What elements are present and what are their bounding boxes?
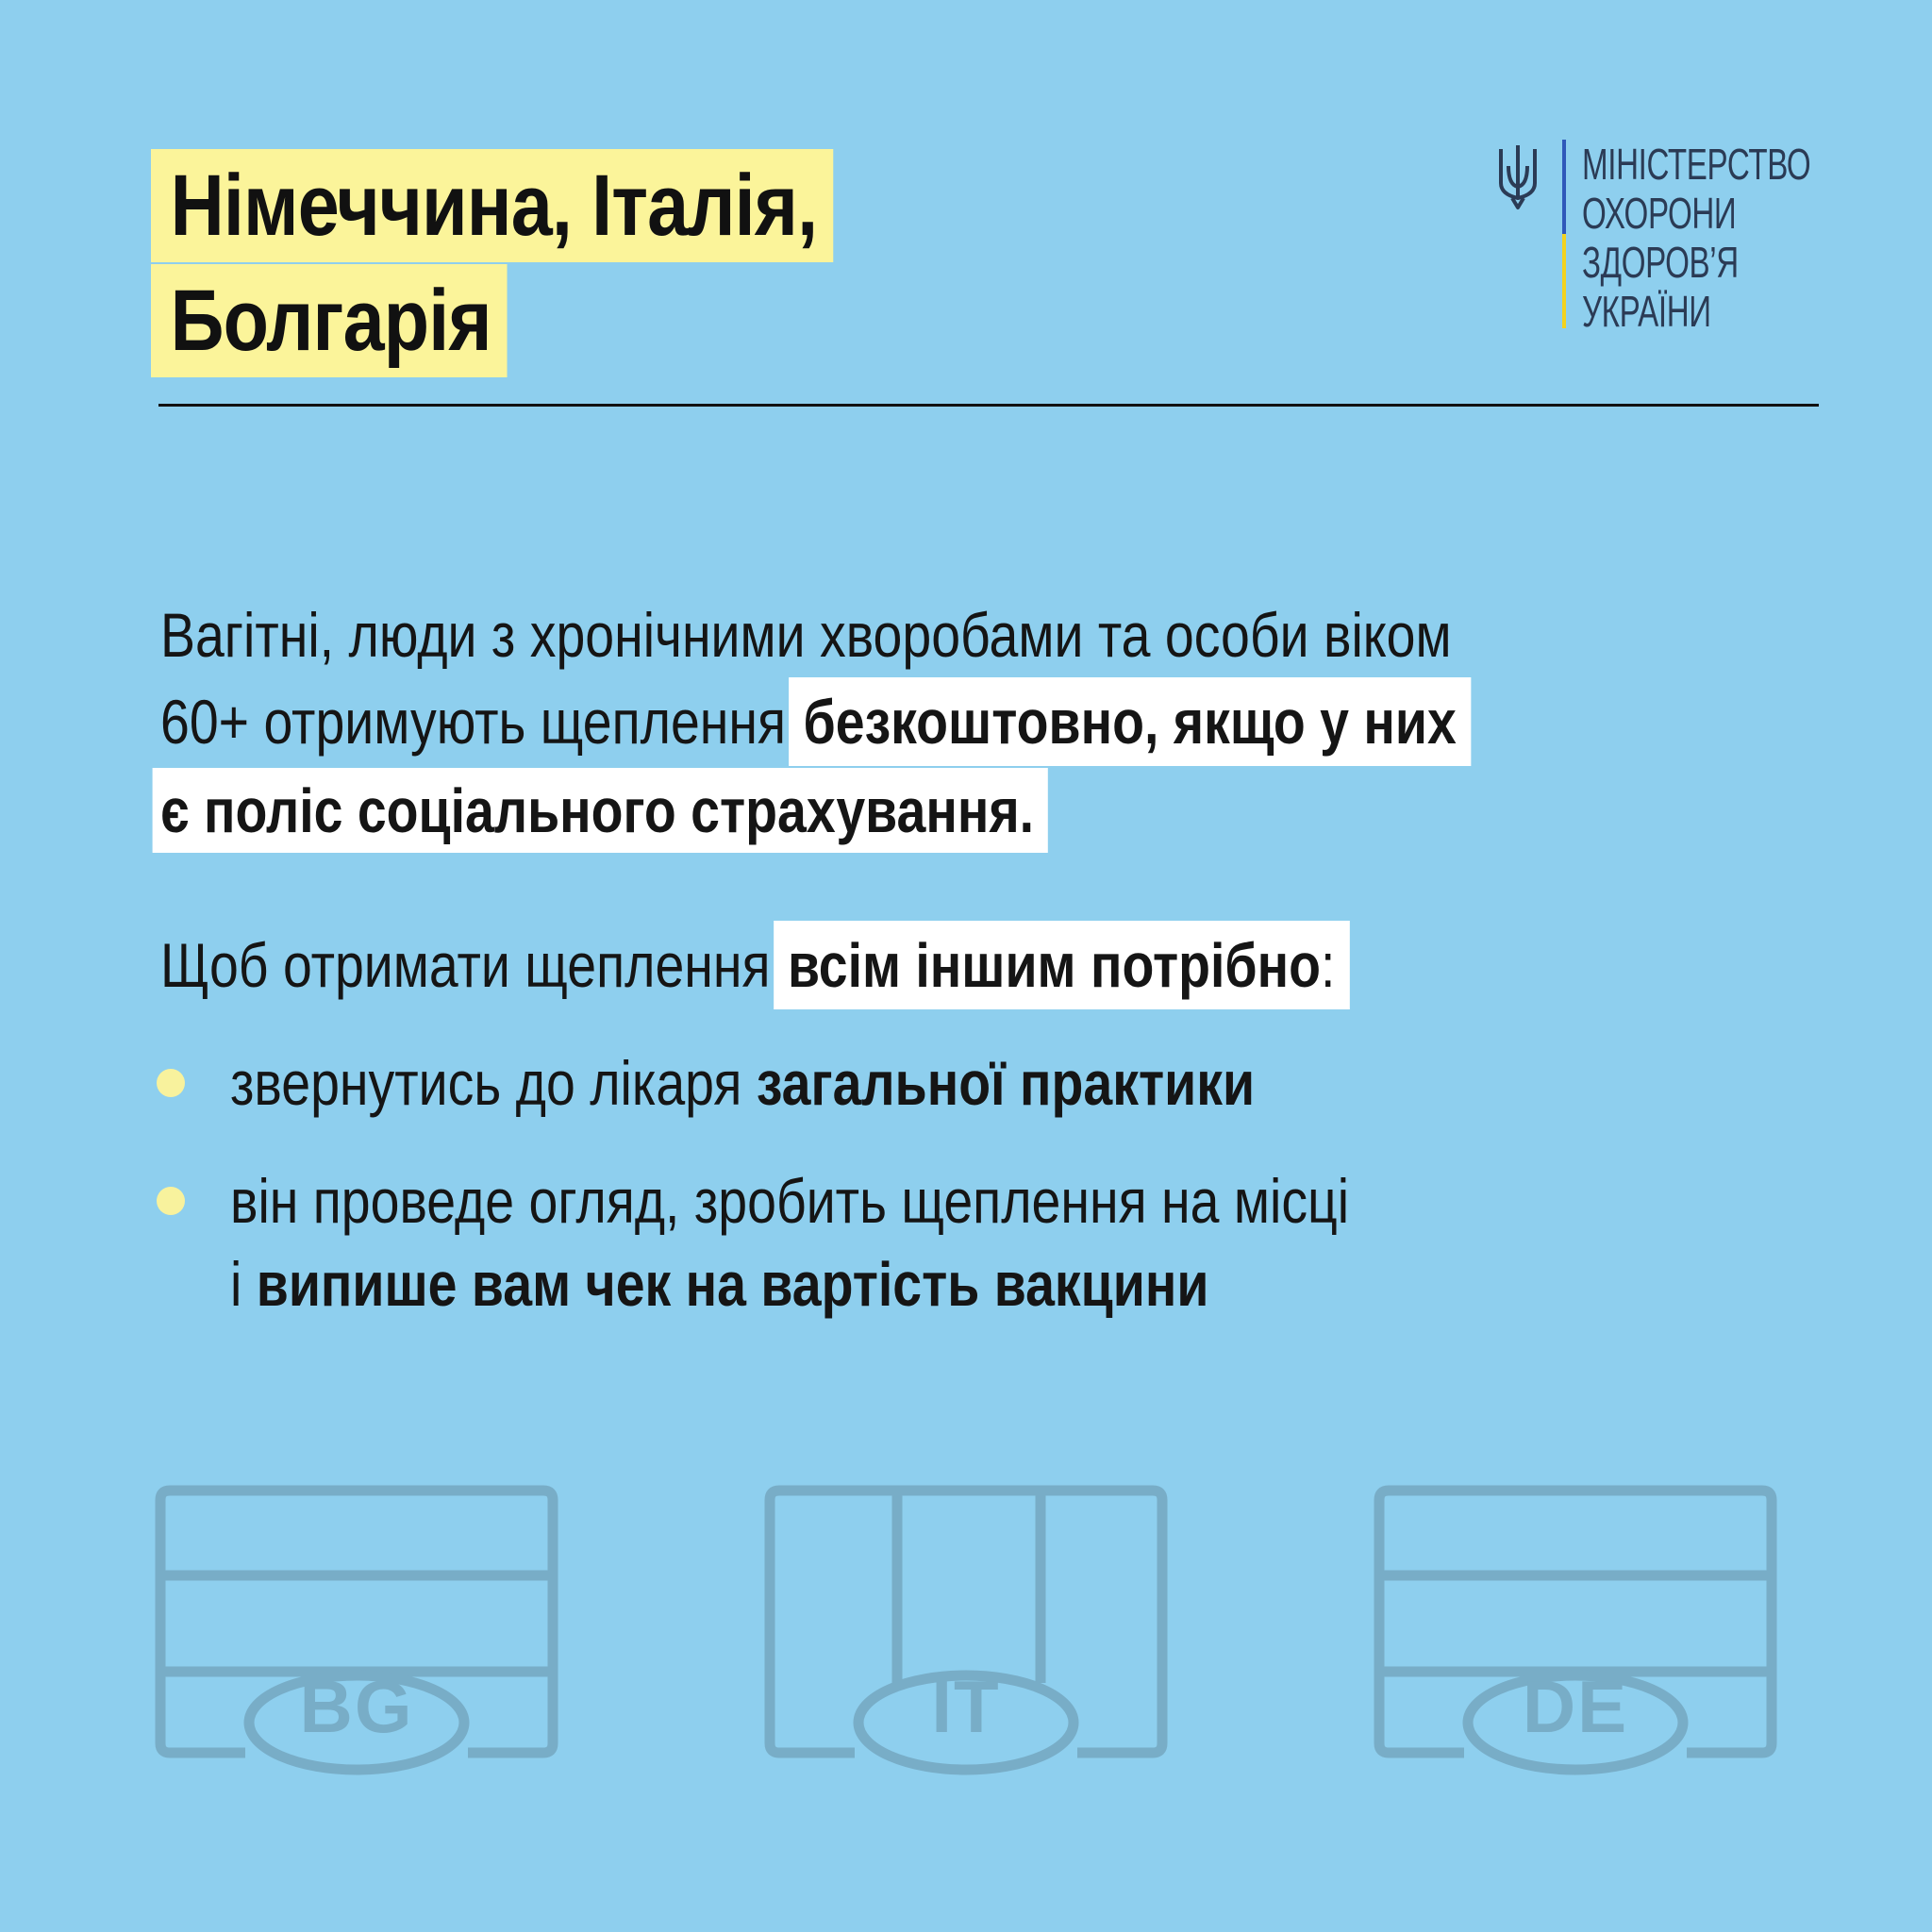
bullet-item-2-line2 <box>230 1249 1209 1319</box>
bullet-1-bold: загальної практики <box>756 1048 1256 1118</box>
flag-bulgaria-code: BG <box>299 1665 414 1748</box>
paragraph1-highlight-1: безкоштовно, якщо у них <box>789 677 1471 766</box>
paragraph1-text-1: Вагітні, люди з хронічними хворобами та особи віком <box>160 600 1452 670</box>
logo-divider <box>1562 140 1566 328</box>
title-line-1 <box>151 149 833 262</box>
paragraph1-line3 <box>160 768 1048 853</box>
flag-germany-code: DE <box>1522 1665 1629 1748</box>
flag-italy <box>762 1483 1170 1775</box>
bullet-2-text-2: і <box>230 1249 242 1319</box>
paragraph2-text: Щоб отримати щеплення <box>160 930 771 1000</box>
bullet-dot-2 <box>157 1187 185 1215</box>
bullet-item-2-line1 <box>230 1166 1350 1236</box>
bullet-2-bold: випише вам чек на вартість вакцини <box>256 1249 1209 1319</box>
title-text-1: Німеччина, Італія, <box>170 158 818 254</box>
paragraph1-text-2: 60+ отримують щеплення <box>160 687 787 757</box>
bullet-1-text: звернутись до лікаря <box>230 1048 742 1118</box>
bullet-item-1 <box>230 1048 1256 1118</box>
paragraph1-highlight-2: є поліс соціального страхування. <box>153 768 1049 853</box>
flag-italy-code: IT <box>931 1665 1001 1748</box>
paragraph1-line1 <box>160 600 1452 670</box>
paragraph2-highlight <box>774 921 1350 1009</box>
flag-germany <box>1372 1483 1779 1775</box>
ministry-name-line-4: УКРАЇНИ <box>1582 287 1711 336</box>
title-line-2 <box>151 264 508 377</box>
paragraph2-suffix: : <box>1320 930 1336 1000</box>
paragraph2-bold: всім іншим потрібно <box>788 930 1321 1000</box>
paragraph2 <box>160 930 1349 1000</box>
ministry-name-line-3: ЗДОРОВ’Я <box>1582 238 1739 287</box>
trident-icon <box>1495 142 1541 211</box>
bullet-2-text-1: він проведе огляд, зробить щеплення на місці <box>230 1166 1350 1236</box>
ministry-name-line-1: МІНІСТЕРСТВО <box>1582 140 1811 189</box>
ministry-logo <box>1495 140 1811 336</box>
flag-bulgaria <box>153 1483 560 1775</box>
header-divider <box>158 404 1819 407</box>
ministry-name <box>1582 140 1810 336</box>
bullet-dot-1 <box>157 1069 185 1097</box>
paragraph1-line2 <box>160 687 1471 757</box>
title-text-2: Болгарія <box>170 273 491 369</box>
ministry-name-line-2: ОХОРОНИ <box>1582 189 1737 238</box>
